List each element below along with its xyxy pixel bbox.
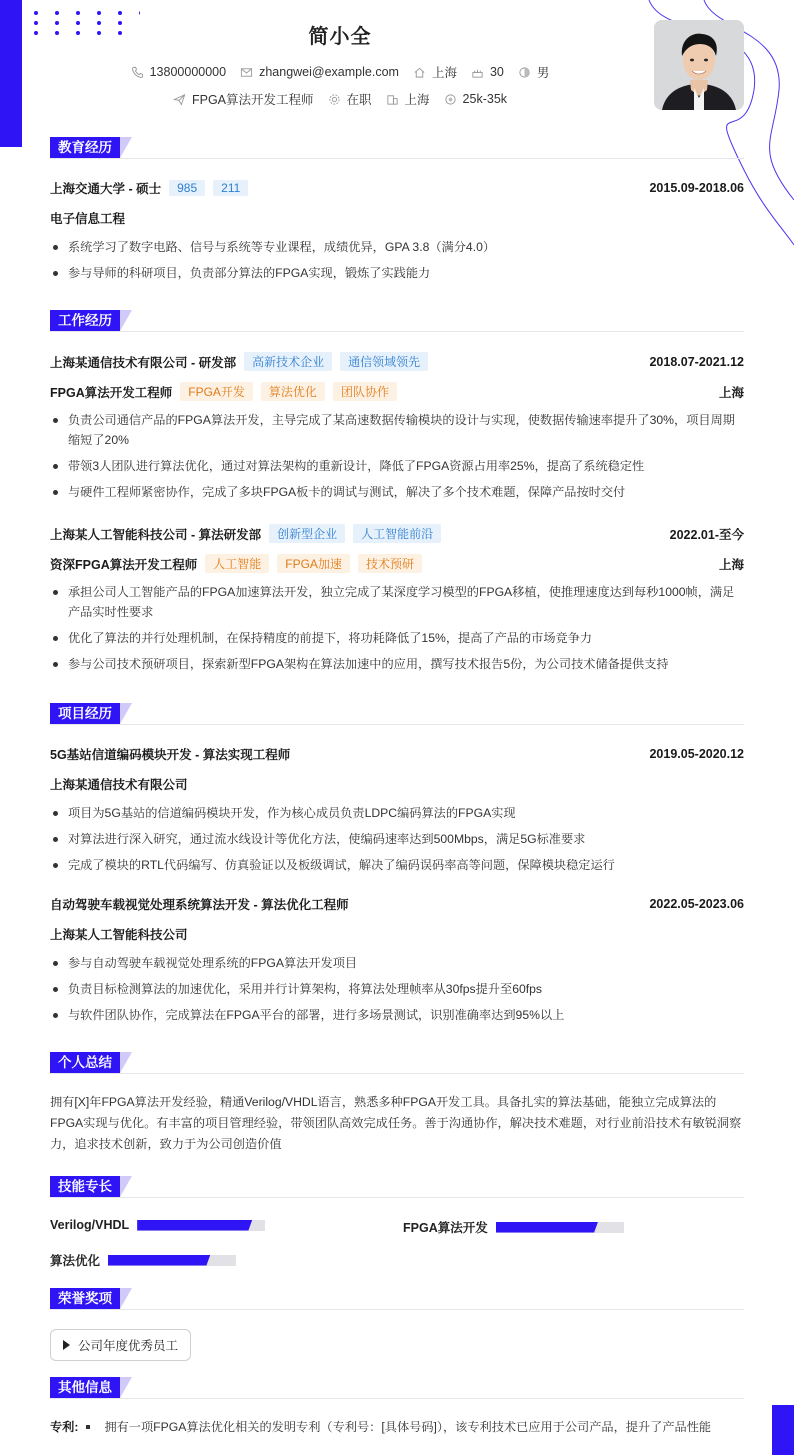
skill-item xyxy=(50,1218,265,1232)
skill-name: 算法优化 xyxy=(50,1254,101,1268)
gender-icon xyxy=(518,66,531,79)
city-item xyxy=(413,63,457,81)
avatar xyxy=(654,20,744,110)
phone-item xyxy=(131,63,226,81)
skill-bar xyxy=(496,1222,624,1233)
school-tag: 211 xyxy=(213,180,248,196)
job-date: 2018.07-2021.12 xyxy=(649,354,744,369)
list-item: 对算法进行深入研究，通过流水线设计等优化方法，使编码速率达到500Mbps，满足5G标准要求 xyxy=(50,829,744,849)
work-title: 工作经历 xyxy=(50,310,120,331)
play-triangle-icon xyxy=(63,1340,70,1350)
projects-title-bar xyxy=(50,703,744,725)
skills-title-bar xyxy=(50,1176,744,1198)
other-section xyxy=(50,1377,744,1447)
list-item: 参与公司技术预研项目，探索新型FPGA架构在算法加速中的应用，撰写技术报告5份，为公司技术储备提供支持 xyxy=(50,654,744,674)
skill-fill xyxy=(108,1255,210,1266)
major-name: 电子信息工程 xyxy=(50,212,126,226)
list-item: 优化了算法的并行处理机制，在保持精度的前提下，将功耗降低了15%，提高了产品的市场竞争力 xyxy=(50,628,744,648)
skill-item xyxy=(403,1218,624,1236)
project-header-row xyxy=(50,895,744,913)
education-title-bar xyxy=(50,137,744,159)
company-tag: 通信领域领先 xyxy=(340,352,428,371)
work-title-bar xyxy=(50,310,744,332)
building-icon xyxy=(386,93,399,106)
other-title-bar xyxy=(50,1377,744,1399)
job-bullets xyxy=(50,410,744,508)
phone-text: 13800000000 xyxy=(149,65,227,79)
home-icon xyxy=(413,66,426,79)
job-city: 上海 xyxy=(718,385,744,400)
list-item: 与软件团队协作，完成算法在FPGA平台的部署，进行多场景测试，识别准确率达到95%以上 xyxy=(50,1005,744,1025)
job-role-row xyxy=(50,382,744,401)
role-tag: 人工智能 xyxy=(205,554,269,573)
awards-title: 荣誉奖项 xyxy=(50,1288,120,1309)
project-bullets xyxy=(50,953,744,1031)
job-header-row xyxy=(50,524,744,543)
list-item: 带领3人团队进行算法优化，通过对算法架构的重新设计，降低了FPGA资源占用率25%，提高了系统稳定性 xyxy=(50,456,744,476)
resume-header xyxy=(50,0,744,120)
education-date: 2015.09-2018.06 xyxy=(649,181,744,195)
other-label: 专利: xyxy=(50,1420,79,1434)
role-tag: 技术预研 xyxy=(358,554,422,573)
other-text: 拥有一项FPGA算法优化相关的发明专利（专利号：[具体号码]），该专利技术已应用于公司产品，提升了产品性能 xyxy=(104,1420,712,1434)
salary-item xyxy=(444,90,507,108)
summary-title: 个人总结 xyxy=(50,1052,120,1073)
project-name: 自动驾驶车载视觉处理系统算法开发 - 算法优化工程师 xyxy=(50,898,349,912)
project-header-row xyxy=(50,745,744,763)
summary-text: 拥有[X]年FPGA算法开发经验，精通Verilog/VHDL语言，熟悉多种FPGA开发工具。具备扎实的算法基础，能独立完成算法的FPGA实现与优化。有丰富的项目管理经验，带领团队高效完成任务。善于沟通协作，解决技术难题，对行业前沿技术有敏锐洞察力，追求技术创新，致力于为公司创造价值 xyxy=(50,1095,742,1151)
company-name: 上海某人工智能科技公司 - 算法研发部 xyxy=(50,527,262,542)
job-city: 上海 xyxy=(718,557,744,572)
education-section xyxy=(50,137,744,287)
school-tag: 985 xyxy=(169,180,205,196)
skills-title: 技能专长 xyxy=(50,1176,120,1197)
square-bullet-icon xyxy=(86,1425,90,1429)
list-item: 参与自动驾驶车载视觉处理系统的FPGA算法开发项目 xyxy=(50,953,744,973)
role-tag: 团队协作 xyxy=(333,382,397,401)
job-role: 资深FPGA算法开发工程师 xyxy=(50,557,198,572)
work-city-item xyxy=(386,90,430,108)
skill-item xyxy=(50,1251,236,1269)
job-bullets xyxy=(50,582,744,680)
email-item xyxy=(240,63,399,81)
position-item xyxy=(173,90,314,108)
projects-section xyxy=(50,703,744,1033)
role-tag: 算法优化 xyxy=(261,382,325,401)
email-text: zhangwei@example.com xyxy=(259,65,399,79)
major-row xyxy=(50,209,744,227)
job-header-row xyxy=(50,352,744,371)
job-role-row xyxy=(50,554,744,573)
company-name: 上海某通信技术有限公司 - 研发部 xyxy=(50,355,237,370)
candidate-name: 简小全 xyxy=(308,26,372,48)
skill-fill xyxy=(496,1222,598,1233)
list-item: 系统学习了数字电路、信号与系统等专业课程，成绩优异，GPA 3.8（满分4.0） xyxy=(50,237,744,257)
avatar-portrait-icon xyxy=(654,20,744,110)
education-title: 教育经历 xyxy=(50,137,120,158)
coin-icon xyxy=(444,93,457,106)
list-item: 完成了模块的RTL代码编写、仿真验证以及板级调试，解决了编码误码率高等问题，保障模块稳定运行 xyxy=(50,855,744,875)
age-item xyxy=(471,63,504,81)
project-name: 5G基站信道编码模块开发 - 算法实现工程师 xyxy=(50,748,291,762)
decor-right-bar xyxy=(772,1405,794,1455)
gear-icon xyxy=(328,93,341,106)
company-tag: 人工智能前沿 xyxy=(353,524,441,543)
skills-section xyxy=(50,1176,744,1276)
skill-bar xyxy=(137,1220,265,1231)
contact-line xyxy=(50,63,630,81)
education-bullets xyxy=(50,237,744,289)
work-section xyxy=(50,310,744,690)
skill-name: Verilog/VHDL xyxy=(50,1218,130,1232)
project-company: 上海某人工智能科技公司 xyxy=(50,928,188,942)
school-name: 上海交通大学 - 硕士 xyxy=(50,182,162,196)
gender-item xyxy=(518,63,550,81)
award-item xyxy=(50,1329,191,1361)
project-company-row xyxy=(50,775,744,793)
mail-icon xyxy=(240,66,253,79)
skill-fill xyxy=(137,1220,252,1231)
job-date: 2022.01-至今 xyxy=(669,527,744,542)
other-item xyxy=(50,1418,711,1435)
salary-text: 25k-35k xyxy=(462,92,508,106)
list-item: 负责目标检测算法的加速优化，采用并行计算架构，将算法处理帧率从30fps提升至60fps xyxy=(50,979,744,999)
company-tag: 创新型企业 xyxy=(269,524,345,543)
paper-plane-icon xyxy=(173,93,186,106)
awards-title-bar xyxy=(50,1288,744,1310)
list-item: 参与导师的科研项目，负责部分算法的FPGA实现，锻炼了实践能力 xyxy=(50,263,744,283)
company-tag: 高新技术企业 xyxy=(244,352,332,371)
cake-icon xyxy=(471,66,484,79)
role-tag: FPGA加速 xyxy=(277,554,350,573)
summary-title-bar xyxy=(50,1052,744,1074)
project-company: 上海某通信技术有限公司 xyxy=(50,778,188,792)
project-date: 2022.05-2023.06 xyxy=(649,897,744,911)
gender-text: 男 xyxy=(536,66,550,80)
summary-section xyxy=(50,1052,744,1162)
work-city-text: 上海 xyxy=(404,93,430,107)
role-tag: FPGA开发 xyxy=(180,382,253,401)
project-bullets xyxy=(50,803,744,881)
skill-name: FPGA算法开发 xyxy=(403,1221,488,1235)
status-item xyxy=(328,90,372,108)
education-header-row xyxy=(50,179,744,197)
list-item: 项目为5G基站的信道编码模块开发，作为核心成员负责LDPC编码算法的FPGA实现 xyxy=(50,803,744,823)
phone-icon xyxy=(131,66,144,79)
job-intent-line xyxy=(50,90,630,108)
list-item: 承担公司人工智能产品的FPGA加速算法开发，独立完成了某深度学习模型的FPGA移植，使推理速度达到每秒1000帧，满足产品实时性要求 xyxy=(50,582,744,622)
list-item: 负责公司通信产品的FPGA算法开发，主导完成了某高速数据传输模块的设计与实现，使数据传输速率提升了30%，项目周期缩短了20% xyxy=(50,410,744,450)
project-company-row xyxy=(50,925,744,943)
projects-title: 项目经历 xyxy=(50,703,120,724)
project-date: 2019.05-2020.12 xyxy=(649,747,744,761)
award-text: 公司年度优秀员工 xyxy=(78,1339,179,1353)
skill-bar xyxy=(108,1255,236,1266)
job-role: FPGA算法开发工程师 xyxy=(50,385,173,400)
other-title: 其他信息 xyxy=(50,1377,120,1398)
age-text: 30 xyxy=(489,65,504,79)
status-text: 在职 xyxy=(346,93,372,107)
awards-section xyxy=(50,1288,744,1368)
decor-left-bar xyxy=(0,0,22,147)
city-text: 上海 xyxy=(431,66,457,80)
list-item: 与硬件工程师紧密协作，完成了多块FPGA板卡的调试与测试，解决了多个技术难题，保障产品按时交付 xyxy=(50,482,744,502)
position-text: FPGA算法开发工程师 xyxy=(191,93,314,107)
